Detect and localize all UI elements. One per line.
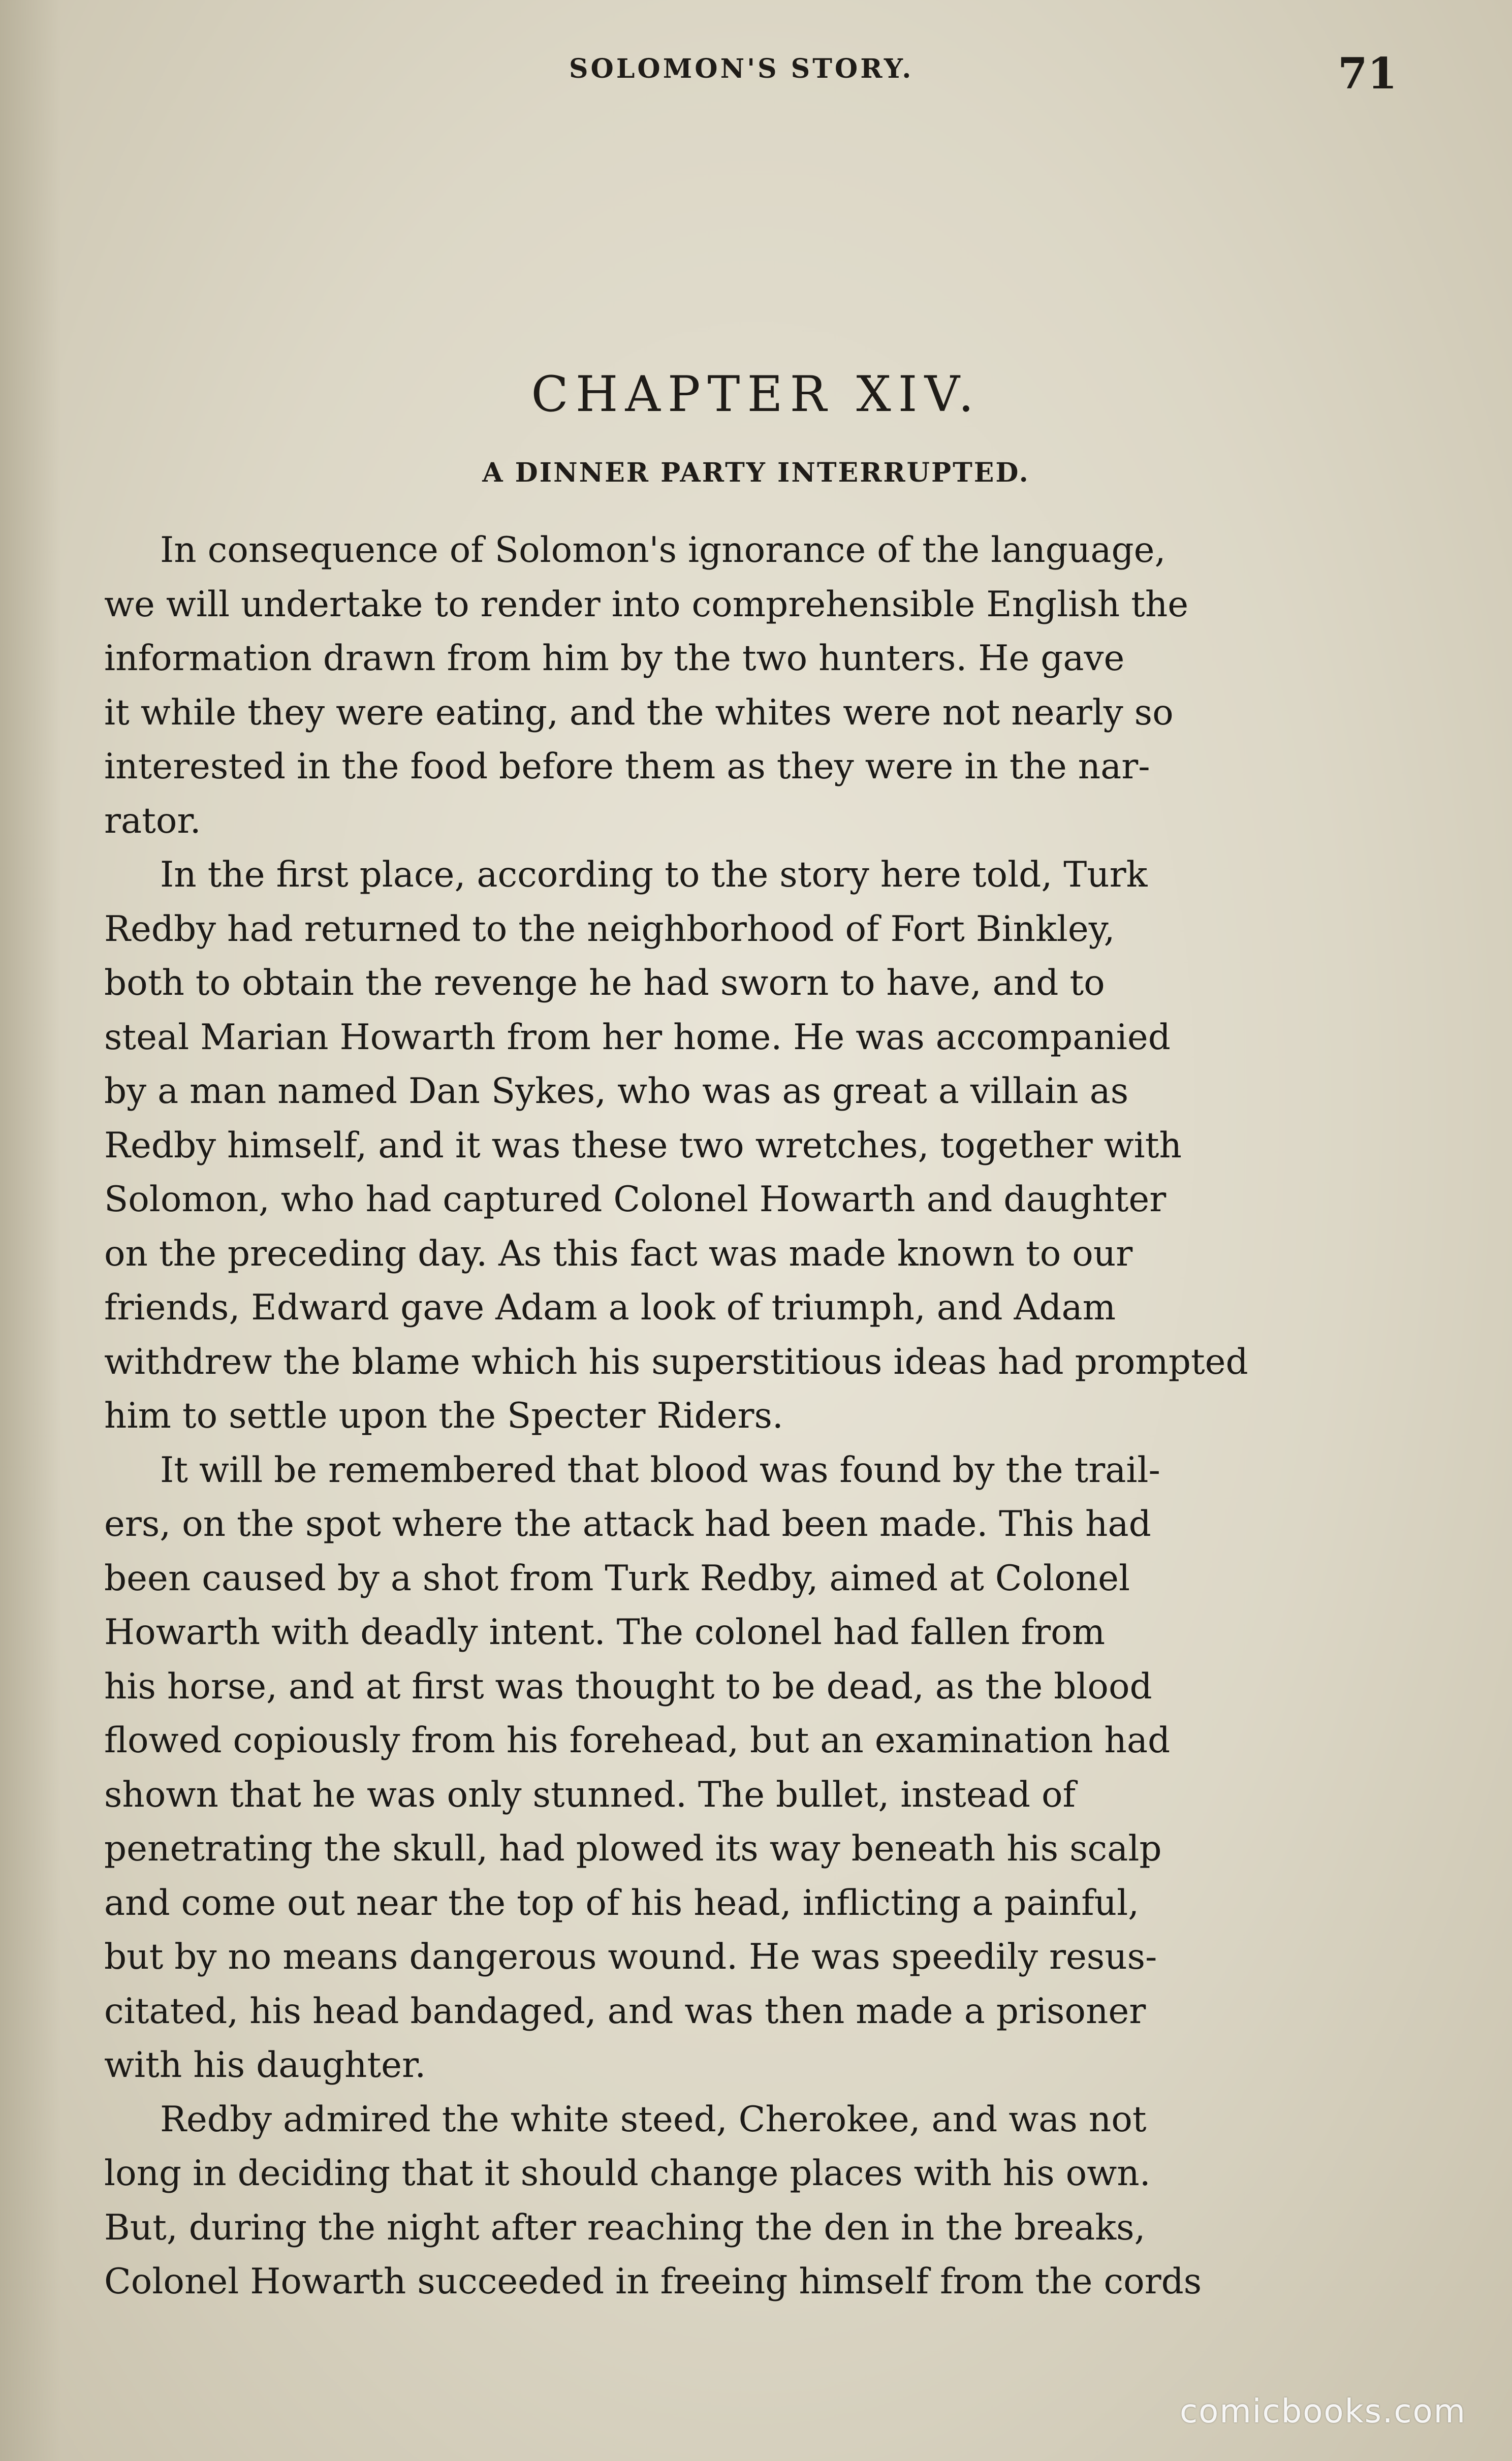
paragraph: It will be remembered that blood was found by the trail- ers, on the spot where the attack had been made. This had been caused by a shot from Turk Redby, aimed at Colonel Howarth with deadly intent. The colonel had fallen from his horse, and at first was thought to be dead, as the blood flowed copiously from his forehead, but an examination had shown that he was only stunned. The bullet, instead of penetrating the skull, had plowed its way beneath his scalp and come out near the top of his head, inflicting a painful, but by no means dangerous wound. He was speedily resus- citated, his head bandaged, and was then made a prisoner with his daughter.: [104, 1449, 1171, 2086]
chapter-title: CHAPTER XIV.: [531, 366, 981, 423]
page-number: 71: [1338, 48, 1397, 99]
body-text: [104, 523, 1374, 2309]
page-header: [127, 48, 1397, 99]
paragraph: In the first place, according to the story here told, Turk Redby had returned to the neighborhood of Fort Binkley, both to obtain the revenge he had sworn to have, and to steal Marian Howarth from her home. He was accompanied by a man named Dan Sykes, who was as great a villain as Redby himself, and it was these two wretches, together with Solomon, who had captured Colonel Howarth and daughter on the preceding day. As this fact was made known to our friends, Edward gave Adam a look of triumph, and Adam withdrew the blame which his superstitious ideas had prompted him to settle upon the Specter Riders.: [104, 855, 1248, 1436]
paragraph: In consequence of Solomon's ignorance of the language, we will undertake to render into comprehensible English the information drawn from him by the two hunters. He gave it while they were eating, and the whites were not nearly so interested in the food before them as they were in the nar- rator.: [104, 530, 1189, 841]
chapter-subtitle: A DINNER PARTY INTERRUPTED.: [482, 457, 1030, 488]
watermark: comicbooks.com: [1179, 2393, 1466, 2431]
paragraph: Redby admired the white steed, Cherokee, and was not long in deciding that it should change places with his own. But, during the night after reaching the den in the breaks, Colonel Howarth succeeded in freeing himself from the cords: [104, 2099, 1202, 2302]
running-head: SOLOMON'S STORY.: [569, 53, 914, 84]
